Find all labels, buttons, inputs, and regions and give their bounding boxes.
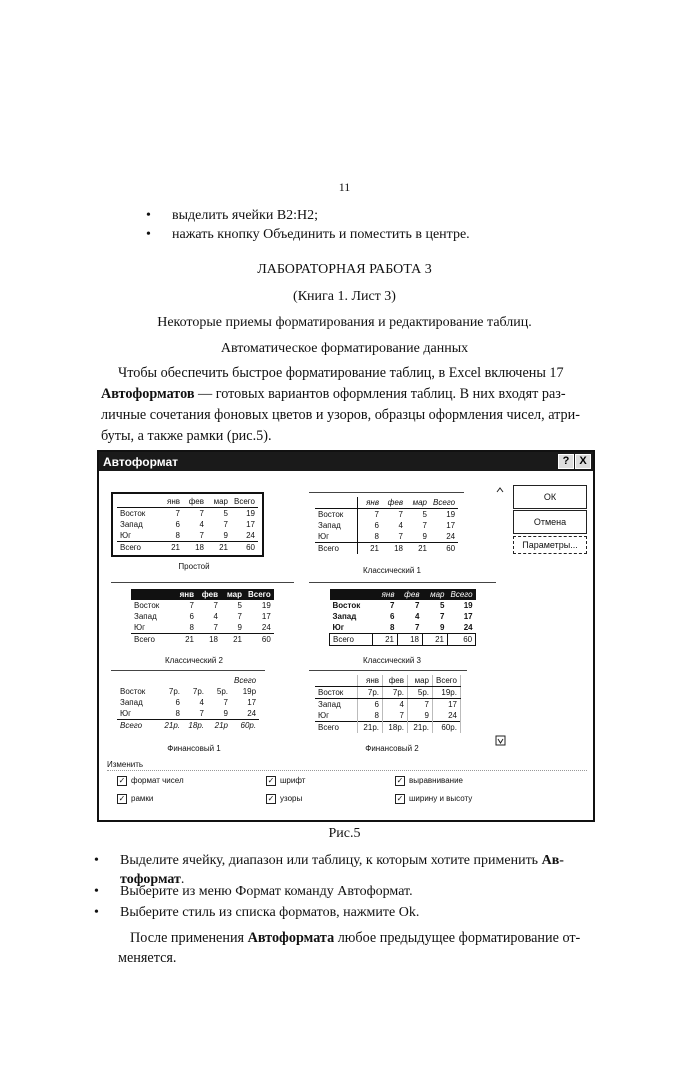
sample-header-row	[131, 589, 274, 600]
format-name: Финансовый 1	[167, 744, 221, 753]
ok-button[interactable]: ОК	[513, 485, 587, 509]
sample-cell: 8	[358, 710, 383, 722]
sample-cell: 7	[374, 510, 379, 519]
sample-cell: 24	[463, 623, 473, 632]
format-sample[interactable]	[111, 492, 264, 557]
sample-cell: Восток	[332, 601, 361, 610]
sample-cell: 17	[446, 521, 456, 530]
sample-row	[131, 634, 274, 646]
sample-row	[315, 531, 458, 543]
format-sample[interactable]	[111, 670, 265, 735]
sample-cell	[207, 675, 231, 686]
sample-cell: 7	[422, 521, 427, 530]
format-sample[interactable]	[111, 582, 294, 651]
bullet-glyph: •	[146, 208, 151, 223]
sample-header-row	[315, 497, 458, 509]
sample-cell: 7	[223, 520, 228, 529]
sample-cell: 9	[223, 709, 228, 718]
sample-cell: Юг	[120, 531, 131, 540]
format-sample[interactable]	[309, 582, 496, 652]
sample-row	[117, 542, 258, 554]
dialog-titlebar	[99, 452, 593, 471]
alignment-checkbox[interactable]: ✓ выравнивание	[396, 776, 463, 786]
bullet-glyph: •	[146, 227, 151, 242]
sample-cell: 5	[223, 509, 228, 518]
list-item: • Выберите из меню Формат команду Автоформат.	[120, 882, 413, 902]
number-format-checkbox[interactable]: ✓ формат чисел	[118, 776, 184, 786]
sample-cell: 21р	[207, 720, 231, 732]
sample-row	[117, 519, 258, 530]
sample-cell: 7	[237, 612, 242, 621]
sample-cell: Всего	[430, 497, 458, 509]
sample-cell: мар	[221, 589, 245, 600]
after-paragraph: После применения Автоформата любое предыдущее форматирование от- меняется.	[118, 930, 581, 966]
sample-cell: 8	[374, 532, 379, 541]
sample-table	[315, 497, 458, 554]
sample-cell: 4	[199, 520, 204, 529]
sample-row	[131, 611, 274, 622]
sample-cell: 7р.	[358, 687, 383, 699]
sample-cell: 7	[398, 532, 403, 541]
sample-cell: 4	[415, 612, 420, 621]
format-sample[interactable]	[309, 492, 464, 558]
sample-cell: 21	[159, 542, 183, 554]
scrollbar[interactable]	[494, 484, 506, 754]
bullet-glyph: •	[94, 884, 99, 899]
sample-row	[315, 543, 458, 555]
sample-cell: 21р.	[159, 720, 183, 732]
sample-cell: 8	[189, 623, 194, 632]
sample-cell: 24	[247, 709, 257, 718]
sample-table	[329, 589, 476, 646]
list-item: • нажать кнопку Объединить и поместить в центре.	[172, 225, 470, 245]
cancel-button[interactable]: Отмена	[513, 510, 587, 534]
sample-cell: 4	[383, 699, 408, 711]
sample-cell: 5	[237, 601, 242, 610]
sample-row	[315, 687, 460, 699]
sample-row	[330, 634, 476, 646]
list-item: • Выберите стиль из списка форматов, нажмите Ok.	[120, 903, 419, 923]
sample-cell: 6	[189, 612, 194, 621]
bullet-glyph: •	[94, 905, 99, 920]
sample-row	[330, 622, 476, 634]
sample-cell: Восток	[120, 509, 146, 518]
patterns-checkbox[interactable]: ✓ узоры	[267, 794, 303, 804]
sample-cell: 7	[390, 601, 395, 610]
sample-cell: 18	[382, 543, 406, 555]
sample-cell: 21	[423, 634, 448, 646]
sample-cell: 7	[199, 509, 204, 518]
borders-checkbox[interactable]: ✓ рамки	[118, 794, 154, 804]
sample-cell: 9	[408, 710, 433, 722]
sample-cell: мар	[423, 589, 448, 600]
sample-cell: 7р.	[192, 687, 204, 696]
sample-cell: Всего	[231, 496, 258, 508]
sample-cell	[315, 497, 358, 509]
list-item-continuation: тоформат.	[120, 872, 185, 887]
sample-cell: мар	[406, 497, 430, 509]
sample-cell: янв	[358, 675, 383, 687]
sample-cell: 21р.	[408, 722, 433, 734]
sample-cell: 7р.	[168, 687, 180, 696]
sample-row	[117, 720, 259, 732]
sample-header-row	[330, 589, 476, 600]
dialog-title: Автоформат	[103, 455, 179, 469]
sample-cell: Всего	[117, 542, 159, 554]
sample-cell: 21	[406, 543, 430, 555]
sample-cell: фев	[382, 497, 406, 509]
width-height-checkbox[interactable]: ✓ ширину и высоту	[396, 794, 473, 804]
sample-cell: Всего	[330, 634, 373, 646]
list-item: • выделить ячейки В2:Н2;	[172, 206, 318, 226]
sample-cell: Всего	[315, 543, 358, 555]
sample-cell: 24	[261, 623, 271, 632]
sample-cell: 21	[373, 634, 398, 646]
sample-cell: янв	[173, 589, 197, 600]
sample-cell: 4	[398, 521, 403, 530]
sample-cell	[330, 589, 373, 600]
sample-cell: 19	[463, 601, 473, 610]
topic-heading: Некоторые приемы форматирования и редактирование таблиц.	[157, 315, 532, 330]
sample-cell: 17	[246, 520, 255, 529]
sample-row	[330, 600, 476, 611]
sample-cell: 8	[175, 531, 180, 540]
sample-cell: 60р.	[433, 722, 461, 734]
sample-cell: 6	[374, 521, 379, 530]
sample-cell: 19	[261, 601, 271, 610]
sample-row	[117, 708, 259, 720]
sample-cell: 60	[231, 542, 258, 554]
list-item: • Выделите ячейку, диапазон или таблицу, к которым хотите применить Ав-	[120, 851, 614, 871]
sample-cell: 7	[213, 601, 218, 610]
sample-cell: Всего	[117, 720, 159, 732]
font-checkbox[interactable]: ✓ шрифт	[267, 776, 306, 786]
sample-cell: 18	[183, 542, 207, 554]
sample-cell: Восток	[134, 601, 160, 610]
params-button[interactable]: Параметры...	[513, 536, 587, 554]
sample-cell: Всего	[448, 589, 476, 600]
sample-cell: 18	[398, 634, 423, 646]
sample-cell: 24	[433, 710, 461, 722]
sample-cell: 9	[237, 623, 242, 632]
sample-cell: 5	[440, 601, 445, 610]
sample-table	[131, 589, 274, 645]
lab-title: ЛАБОРАТОРНАЯ РАБОТА 3	[257, 262, 432, 277]
sample-cell: 18	[197, 634, 221, 646]
check-icon: ✓	[118, 776, 126, 785]
sample-header-row	[117, 675, 259, 686]
sample-cell: 7	[415, 601, 420, 610]
sample-cell: Всего	[131, 634, 173, 646]
format-name: Простой	[178, 562, 210, 571]
sample-cell: Юг	[315, 710, 358, 722]
section-heading: Автоматическое форматирование данных	[220, 341, 469, 356]
sample-cell: 7	[199, 709, 204, 718]
sample-cell: 7	[415, 623, 420, 632]
help-icon[interactable]: ?	[558, 454, 574, 469]
sample-cell: янв	[159, 496, 183, 508]
format-name: Финансовый 2	[365, 744, 419, 753]
sample-table	[315, 675, 461, 733]
sample-cell: Восток	[315, 509, 358, 521]
sample-cell: Всего	[433, 675, 461, 687]
check-icon: ✓	[396, 794, 404, 803]
sample-cell: Запад	[332, 612, 357, 621]
sample-cell	[315, 675, 358, 687]
sample-cell: 7	[398, 510, 403, 519]
page-number: 11	[338, 180, 351, 194]
sample-cell: 19	[246, 509, 255, 518]
autoformat-dialog	[97, 450, 595, 822]
sample-cell: 9	[422, 532, 427, 541]
sample-row	[131, 600, 274, 611]
sample-row	[117, 686, 259, 697]
sample-row	[315, 710, 460, 722]
sample-cell: 18р.	[383, 722, 408, 734]
sample-cell: Юг	[120, 709, 131, 718]
sample-cell: 7	[383, 710, 408, 722]
sample-row	[315, 509, 458, 521]
sample-cell: фев	[197, 589, 221, 600]
sample-cell: Восток	[120, 687, 146, 696]
sample-row	[315, 520, 458, 531]
sample-cell: Восток	[315, 687, 358, 699]
sample-cell: 19р	[242, 687, 257, 696]
sample-cell: 7	[408, 699, 433, 711]
sample-row	[330, 611, 476, 622]
sample-cell: 21р.	[358, 722, 383, 734]
change-group-label: Изменить	[107, 760, 144, 769]
sample-cell: Запад	[134, 612, 157, 621]
sample-cell: Запад	[315, 699, 358, 711]
sample-cell: 9	[223, 531, 228, 540]
format-name: Классический 2	[165, 656, 223, 665]
sample-cell: Юг	[134, 623, 145, 632]
sample-cell: 21	[207, 542, 231, 554]
sample-header-row	[117, 496, 258, 508]
sample-cell: Запад	[120, 698, 143, 707]
sample-cell	[131, 589, 173, 600]
sample-cell: 6	[175, 698, 180, 707]
sample-cell: 8	[175, 709, 180, 718]
sample-cell: фев	[383, 675, 408, 687]
sample-cell: 5	[422, 510, 427, 519]
sample-cell: Юг	[315, 531, 358, 543]
sample-row	[117, 697, 259, 708]
figure-caption: Рис.5	[328, 826, 361, 841]
sample-cell: 7	[213, 623, 218, 632]
sample-cell: 6	[358, 699, 383, 711]
sample-cell: 4	[199, 698, 204, 707]
sample-cell: 17	[247, 698, 257, 707]
sample-cell: 21	[221, 634, 245, 646]
format-name: Классический 1	[363, 566, 421, 575]
sample-cell: 5р.	[408, 687, 433, 699]
sample-row	[315, 722, 460, 734]
sample-cell: 60	[245, 634, 274, 646]
sample-cell	[117, 496, 159, 508]
sample-cell: Запад	[120, 520, 143, 529]
sample-cell: 17	[463, 612, 473, 621]
sample-cell: Юг	[332, 623, 345, 632]
sample-cell	[159, 675, 183, 686]
sample-cell: 7	[223, 698, 228, 707]
sample-cell: 7	[175, 509, 180, 518]
check-icon: ✓	[396, 776, 404, 785]
sample-cell: фев	[183, 496, 207, 508]
sample-cell: 21	[358, 543, 383, 555]
sample-cell: 19р.	[433, 687, 461, 699]
sample-table	[117, 675, 259, 731]
sample-cell: мар	[207, 496, 231, 508]
check-icon: ✓	[267, 776, 275, 785]
sample-cell	[117, 675, 159, 686]
sample-cell: фев	[398, 589, 423, 600]
sample-cell: 60р.	[231, 720, 259, 732]
sample-cell: 6	[390, 612, 395, 621]
sample-cell: 7	[440, 612, 445, 621]
sample-cell: 8	[390, 623, 395, 632]
check-icon: ✓	[267, 794, 275, 803]
sample-header-row	[315, 675, 460, 687]
close-icon[interactable]: X	[575, 454, 591, 469]
sample-cell: 60	[448, 634, 476, 646]
sample-cell: 7	[189, 601, 194, 610]
sample-cell: 5р.	[216, 687, 228, 696]
sample-cell: 24	[246, 531, 255, 540]
sample-cell: 7	[199, 531, 204, 540]
sample-cell: 60	[430, 543, 458, 555]
sample-row	[315, 699, 460, 711]
sample-cell: 18р.	[183, 720, 207, 732]
sample-cell: 17	[261, 612, 271, 621]
sample-cell: Всего	[234, 676, 257, 685]
sample-cell: 19	[446, 510, 456, 519]
lab-subtitle: (Книга 1. Лист 3)	[293, 289, 396, 304]
sample-cell: янв	[373, 589, 398, 600]
check-icon: ✓	[118, 794, 126, 803]
sample-cell: 9	[440, 623, 445, 632]
sample-row	[117, 530, 258, 542]
sample-row	[117, 508, 258, 520]
sample-cell: 6	[175, 520, 180, 529]
sample-cell: 7р.	[383, 687, 408, 699]
sample-cell: 21	[173, 634, 197, 646]
sample-cell: 17	[433, 699, 461, 711]
intro-paragraph: Чтобы обеспечить быстрое форматирование таблиц, в Excel включены 17 Автоформатов — готовых вариантов оформления таблиц. В них входят раз- личные сочетания фоновых цветов и узоров, образцы оформления чисел, атри- буты, а также рамки (рис.5).	[101, 365, 580, 444]
sample-cell: Запад	[315, 520, 358, 531]
bullet-glyph: •	[94, 853, 99, 868]
sample-row	[131, 622, 274, 634]
sample-cell: 24	[446, 532, 456, 541]
sample-cell: 4	[213, 612, 218, 621]
sample-cell: янв	[358, 497, 383, 509]
sample-cell: мар	[408, 675, 433, 687]
format-sample[interactable]	[309, 670, 467, 737]
sample-cell: Всего	[245, 589, 274, 600]
sample-table	[117, 496, 258, 553]
sample-cell: Всего	[315, 722, 358, 734]
format-name: Классический 3	[363, 656, 421, 665]
sample-cell	[183, 675, 207, 686]
